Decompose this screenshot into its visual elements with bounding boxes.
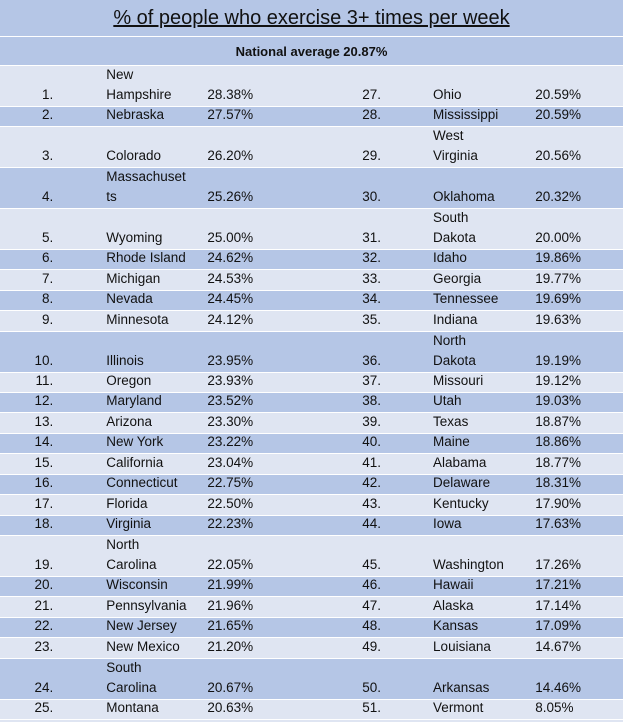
state-left: Pennsylvania (106, 597, 187, 613)
percent-left: 21.20% (207, 638, 254, 654)
state-left: Rhode Island (106, 250, 186, 266)
percent-right: 18.77% (535, 454, 582, 470)
rank-right: 39. (362, 413, 382, 429)
state-right: Kansas (433, 618, 479, 634)
rank-right: 49. (362, 638, 382, 654)
table-row (0, 659, 623, 700)
percent-left: 23.30% (207, 413, 254, 429)
percent-right: 17.26% (535, 556, 582, 572)
rank-right: 27. (362, 86, 382, 102)
state-left: Wyoming (106, 229, 163, 245)
table-body (0, 66, 623, 720)
state-left: Montana (106, 700, 159, 715)
rank-right: 44. (362, 516, 382, 532)
table-row (0, 373, 623, 393)
state-left: Minnesota (106, 311, 169, 327)
state-right: Delaware (433, 475, 491, 491)
rank-right: 51. (362, 700, 382, 715)
state-left: California (106, 454, 164, 470)
table-row (0, 270, 623, 290)
percent-right: 17.14% (535, 597, 582, 613)
table-row (0, 597, 623, 617)
table-row (0, 168, 623, 209)
rank-left: 3. (41, 148, 54, 164)
rank-left: 21. (34, 597, 54, 613)
percent-left: 24.12% (207, 311, 254, 327)
rank-right: 47. (362, 597, 382, 613)
percent-left: 21.99% (207, 577, 254, 593)
percent-left: 20.63% (207, 700, 254, 715)
percent-right: 20.59% (535, 107, 582, 123)
rank-right: 38. (362, 393, 382, 409)
rank-left: 10. (34, 352, 54, 368)
percent-right: 17.09% (535, 618, 582, 634)
percent-right: 19.63% (535, 311, 582, 327)
rank-right: 40. (362, 434, 382, 450)
percent-right: 20.56% (535, 148, 582, 164)
percent-right: 17.63% (535, 516, 582, 532)
rank-left: 12. (34, 393, 54, 409)
rank-left: 1. (41, 86, 54, 102)
state-right: Vermont (433, 700, 484, 715)
state-right: Ohio (433, 86, 462, 102)
rank-right: 28. (362, 107, 382, 123)
percent-left: 23.04% (207, 454, 254, 470)
state-right: Arkansas (433, 679, 490, 695)
table-row (0, 577, 623, 597)
percent-left: 22.75% (207, 475, 254, 491)
state-left: Connecticut (106, 475, 178, 491)
rank-right: 36. (362, 352, 382, 368)
state-left: Maryland (106, 393, 162, 409)
percent-left: 23.52% (207, 393, 254, 409)
state-right: Hawaii (433, 577, 474, 593)
percent-left: 21.65% (207, 618, 254, 634)
rank-left: 20. (34, 577, 54, 593)
table-row (0, 618, 623, 638)
rank-right: 41. (362, 454, 382, 470)
table-row (0, 638, 623, 658)
table-row (0, 413, 623, 433)
state-left: Nevada (106, 291, 153, 307)
state-left: Oregon (106, 373, 152, 388)
percent-left: 24.45% (207, 291, 254, 307)
percent-left: 27.57% (207, 107, 254, 123)
table-row (0, 454, 623, 474)
percent-left: 22.23% (207, 516, 254, 532)
rank-left: 19. (34, 556, 54, 572)
table-row (0, 516, 623, 536)
rank-left: 13. (34, 413, 54, 429)
table-row (0, 700, 623, 720)
percent-left: 25.00% (207, 229, 254, 245)
rank-left: 2. (41, 107, 54, 123)
percent-right: 14.67% (535, 638, 582, 654)
percent-left: 24.62% (207, 250, 254, 266)
rank-left: 25. (34, 700, 54, 715)
percent-left: 22.05% (207, 556, 254, 572)
percent-right: 18.86% (535, 434, 582, 450)
rank-left: 24. (34, 679, 54, 695)
table-row (0, 127, 623, 168)
rank-right: 29. (362, 148, 382, 164)
table-title: % of people who exercise 3+ times per week (0, 0, 623, 37)
percent-left: 24.53% (207, 270, 254, 286)
state-right: Alaska (433, 597, 474, 613)
table-row (0, 393, 623, 413)
rank-left: 14. (34, 434, 54, 450)
state-left: Wisconsin (106, 577, 168, 593)
rank-left: 6. (41, 250, 54, 266)
table-row (0, 107, 623, 127)
percent-right: 17.21% (535, 577, 582, 593)
rank-right: 35. (362, 311, 382, 327)
state-right: West Virginia (433, 128, 478, 164)
rank-right: 46. (362, 577, 382, 593)
state-left: Arizona (106, 413, 153, 429)
rank-left: 16. (34, 475, 54, 491)
rank-right: 43. (362, 495, 382, 511)
rank-right: 48. (362, 618, 382, 634)
percent-right: 8.05% (535, 700, 574, 715)
rank-right: 31. (362, 229, 382, 245)
state-right: Maine (433, 434, 470, 450)
percent-right: 19.69% (535, 291, 582, 307)
table-row (0, 311, 623, 331)
state-left: Colorado (106, 148, 162, 164)
state-left: New Hampshire (106, 66, 172, 102)
percent-left: 25.26% (207, 189, 254, 205)
state-right: Utah (433, 393, 462, 409)
state-left: North Carolina (106, 536, 157, 572)
percent-right: 19.19% (535, 352, 582, 368)
rank-left: 11. (35, 373, 54, 388)
rank-left: 17. (34, 495, 54, 511)
percent-left: 20.67% (207, 679, 254, 695)
state-left: Michigan (106, 270, 161, 286)
state-left: New Jersey (106, 618, 177, 634)
percent-right: 17.90% (535, 495, 582, 511)
table-row (0, 434, 623, 454)
percent-right: 19.77% (535, 270, 582, 286)
state-right: Georgia (433, 270, 482, 286)
state-right: North Dakota (433, 332, 476, 368)
table-row (0, 291, 623, 311)
percent-right: 20.32% (535, 189, 582, 205)
state-right: Iowa (433, 516, 462, 532)
rank-right: 45. (362, 556, 382, 572)
rank-left: 15. (34, 454, 54, 470)
percent-right: 14.46% (535, 679, 582, 695)
state-left: Virginia (106, 516, 152, 532)
table-row (0, 332, 623, 373)
state-right: Texas (433, 413, 469, 429)
rank-right: 33. (362, 270, 382, 286)
state-left: South Carolina (106, 659, 157, 695)
state-right: Tennessee (433, 291, 499, 307)
rank-right: 30. (362, 189, 382, 205)
rank-left: 4. (41, 189, 54, 205)
rank-right: 32. (362, 250, 382, 266)
percent-left: 23.22% (207, 434, 254, 450)
rank-right: 42. (362, 475, 382, 491)
percent-right: 19.86% (535, 250, 582, 266)
percent-right: 19.03% (535, 393, 582, 409)
percent-left: 22.50% (207, 495, 254, 511)
percent-right: 20.59% (535, 86, 582, 102)
rank-left: 22. (34, 618, 54, 634)
state-left: Nebraska (106, 107, 165, 123)
state-right: Washington (433, 556, 504, 572)
state-right: Mississippi (433, 107, 499, 123)
state-right: South Dakota (433, 209, 476, 245)
percent-right: 18.87% (535, 413, 582, 429)
table-subtitle: National average 20.87% (0, 37, 623, 66)
percent-left: 23.95% (207, 352, 254, 368)
table-row (0, 250, 623, 270)
rank-left: 7. (41, 270, 54, 286)
state-right: Missouri (433, 373, 484, 388)
table-row (0, 536, 623, 577)
rank-right: 34. (362, 291, 382, 307)
state-left: Florida (106, 495, 148, 511)
state-right: Kentucky (433, 495, 489, 511)
state-left: Massachuset ts (106, 169, 186, 205)
table-row (0, 209, 623, 250)
state-right: Louisiana (433, 638, 491, 654)
table-row (0, 495, 623, 515)
state-right: Oklahoma (433, 189, 495, 205)
state-left: Illinois (106, 352, 144, 368)
percent-left: 23.93% (207, 373, 254, 388)
table-row (0, 66, 623, 107)
rank-right: 37. (362, 373, 382, 388)
percent-left: 21.96% (207, 597, 254, 613)
percent-left: 26.20% (207, 148, 254, 164)
percent-right: 18.31% (535, 475, 582, 491)
rank-left: 18. (34, 516, 54, 532)
rank-left: 23. (34, 638, 54, 654)
rank-left: 8. (41, 291, 54, 307)
rank-left: 9. (41, 311, 54, 327)
percent-right: 20.00% (535, 229, 582, 245)
percent-left: 28.38% (207, 86, 254, 102)
rank-left: 5. (41, 229, 54, 245)
state-left: New York (106, 434, 164, 450)
table-row (0, 475, 623, 495)
state-right: Idaho (433, 250, 467, 266)
rank-right: 50. (362, 679, 382, 695)
percent-right: 19.12% (535, 373, 582, 388)
state-right: Indiana (433, 311, 478, 327)
state-right: Alabama (433, 454, 487, 470)
state-left: New Mexico (106, 638, 180, 654)
